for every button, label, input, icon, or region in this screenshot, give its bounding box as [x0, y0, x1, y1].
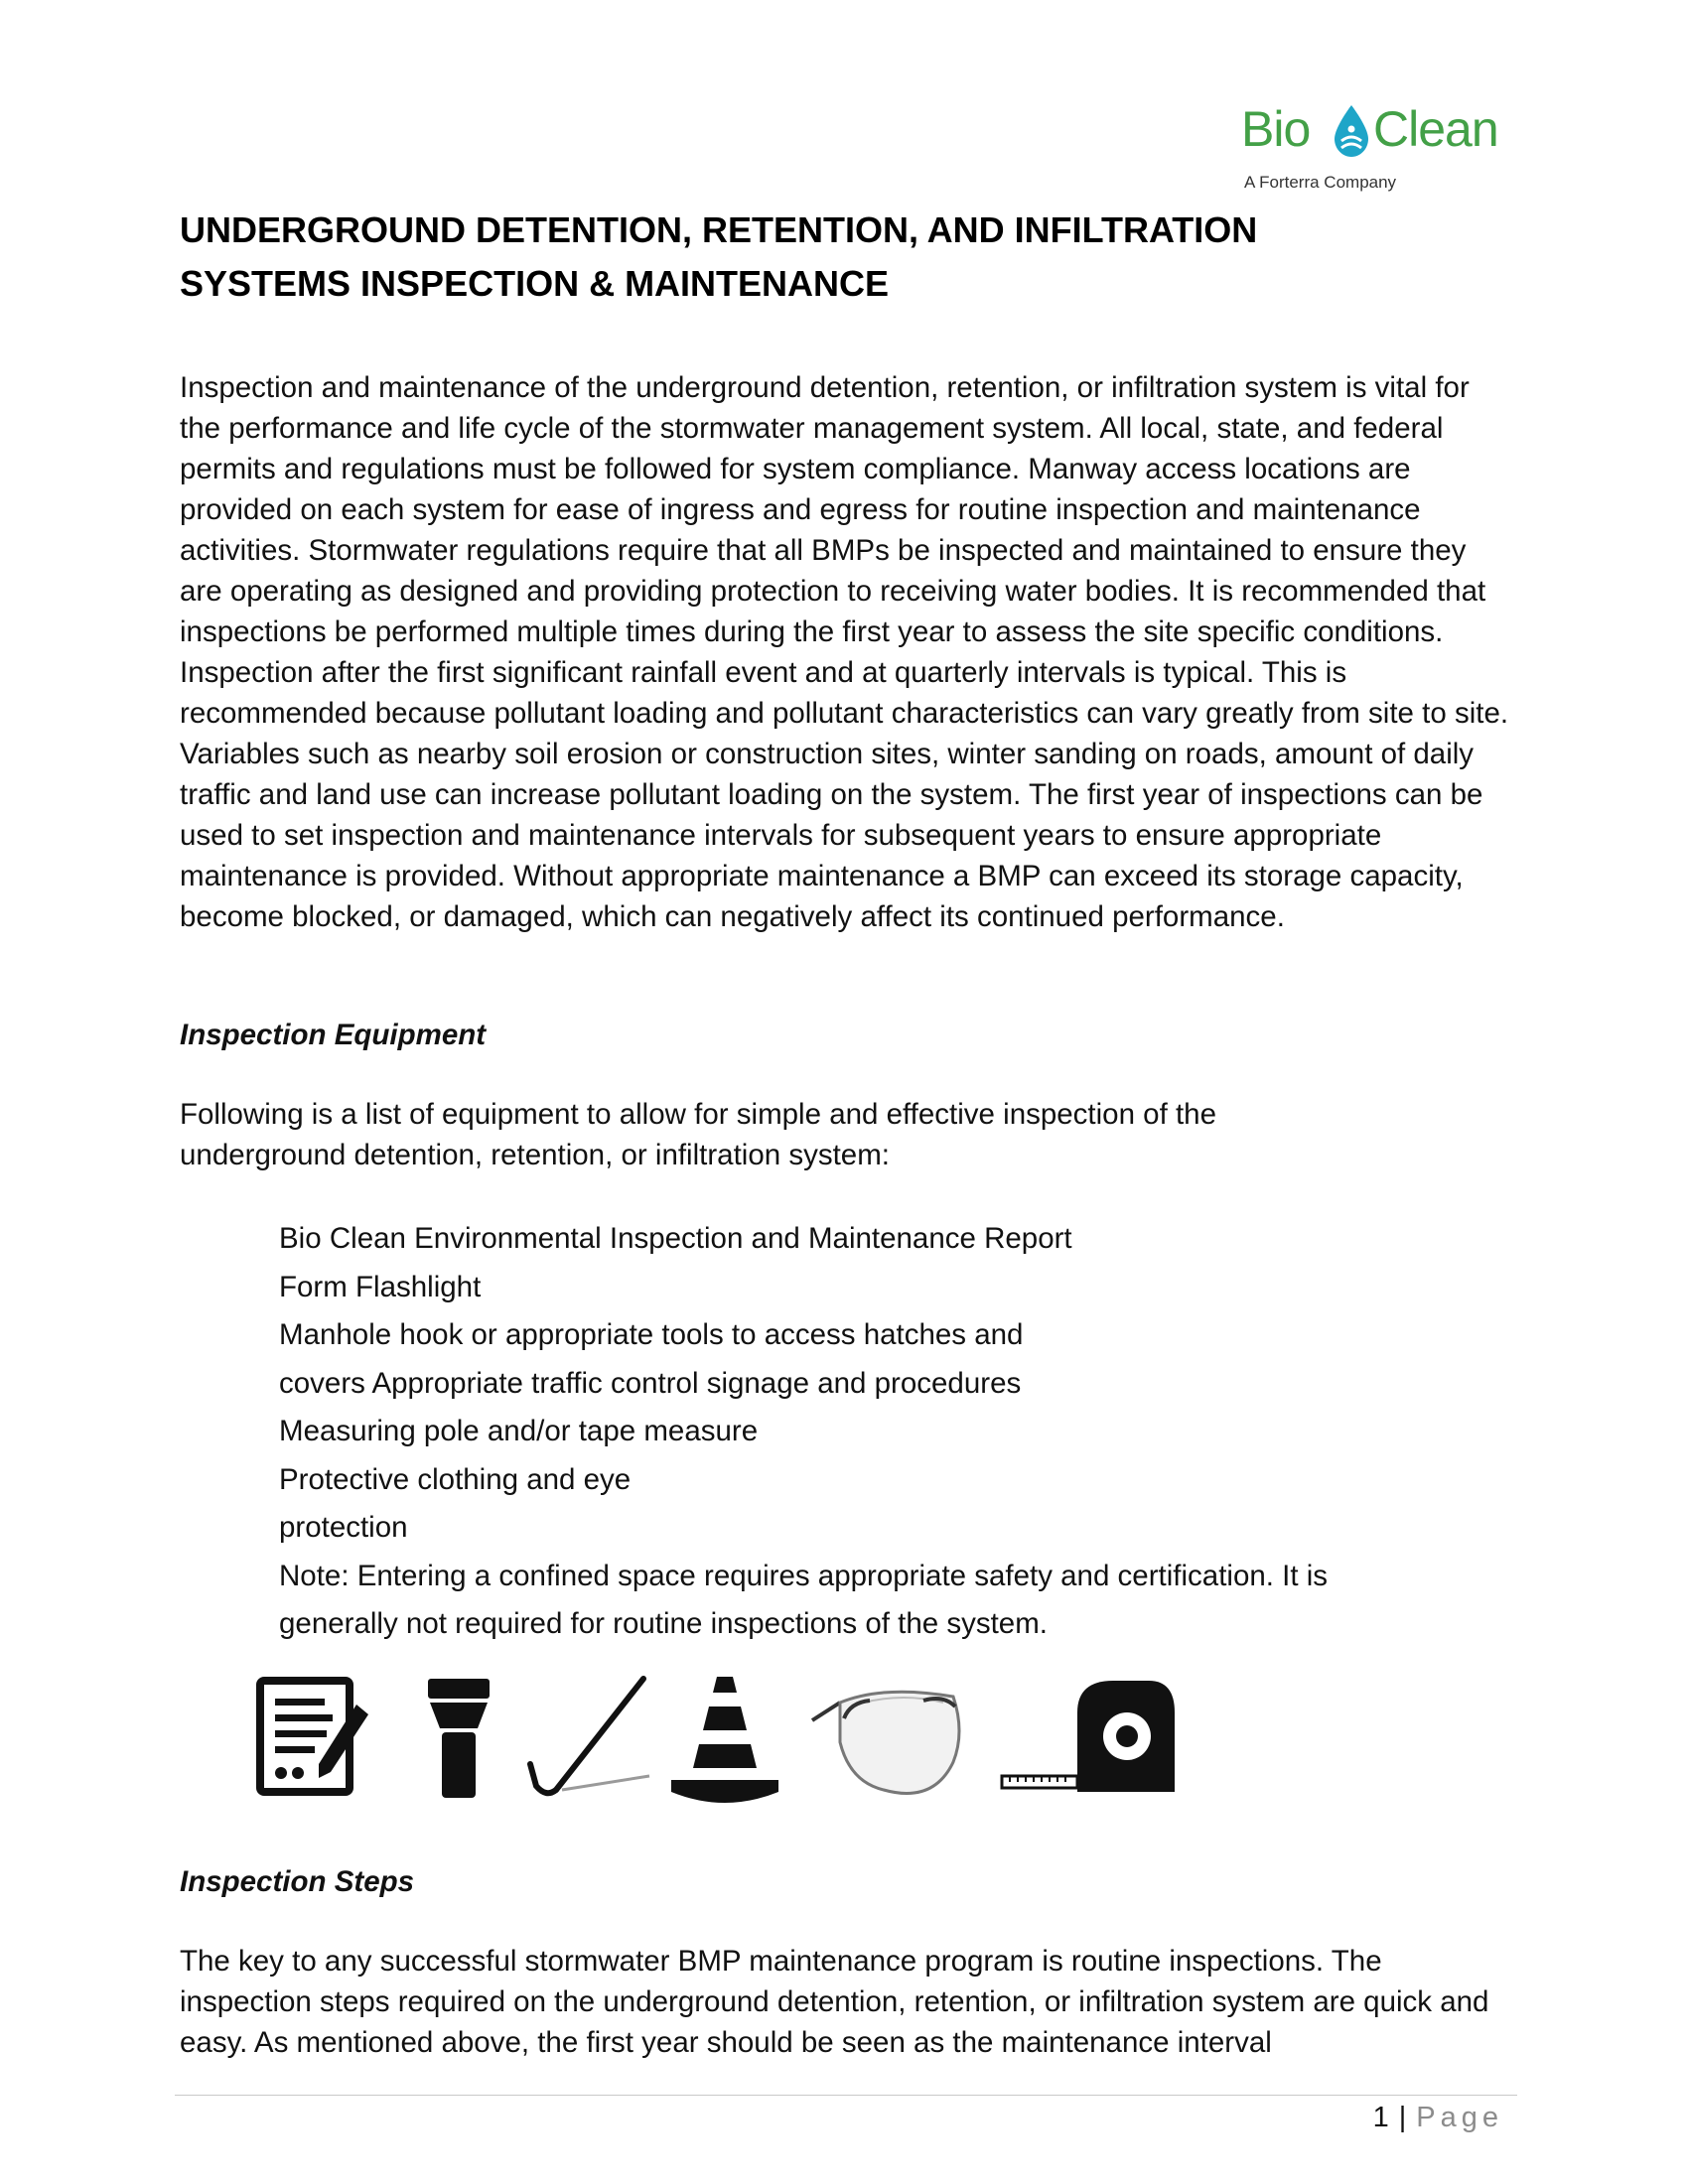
title-line-1: UNDERGROUND DETENTION, RETENTION, AND INFILTRATION [180, 209, 1258, 250]
logo-tagline: A Forterra Company [1244, 173, 1397, 192]
manhole-hook-icon [526, 1673, 655, 1802]
list-item: generally not required for routine inspections of the system. [279, 1607, 1048, 1640]
equipment-intro: Following is a list of equipment to allow for simple and effective inspection of the underground detention, retention, or infiltration system: [180, 1098, 1216, 1171]
page-label: Page [1416, 2102, 1503, 2133]
steps-paragraph: The key to any successful stormwater BMP maintenance program is routine inspections. The inspection steps required on the underground detention, retention, or infiltration system are quick and easy. As mentioned above, the first year should be seen as the maintenance interval [180, 1945, 1489, 2059]
logo-clean-text: Clean [1373, 101, 1498, 157]
page-footer [1373, 2098, 1503, 2137]
title-line-2: SYSTEMS INSPECTION & MAINTENANCE [180, 263, 890, 304]
page-number: 1 [1372, 2102, 1389, 2133]
safety-glasses-icon [804, 1673, 968, 1812]
steps-heading: Inspection Steps [180, 1865, 415, 1898]
equipment-heading: Inspection Equipment [180, 1019, 487, 1051]
intro-paragraph: Inspection and maintenance of the underground detention, retention, or infiltration system is vital for the performance and life cycle of the stormwater management system. All local, state, and federal permits and regulations must be followed for system compliance. Manway access locations are provided on each system for ease of ingress and egress for routine inspection and maintenance activities. Stormwater regulations require that all BMPs be inspected and maintained to ensure they are operating as designed and providing protection to receiving water bodies. It is recommended that inspections be performed multiple times during the first year to assess the site specific conditions. Inspection after the first significant rainfall event and at quarterly intervals is typical. This is recommended because pollutant loading and pollutant characteristics can vary greatly from site to site. Variables such as nearby soil erosion or construction sites, winter sanding on roads, amount of daily traffic and land use can increase pollutant loading on the system. The first year of inspections can be used to set inspection and maintenance intervals for subsequent years to ensure appropriate maintenance is provided. Without appropriate maintenance a BMP can exceed its storage capacity, become blocked, or damaged, which can negatively affect its continued performance. [180, 371, 1509, 933]
water-drop-icon [1329, 103, 1374, 159]
equipment-icons [253, 1673, 1196, 1832]
list-item: Note: Entering a confined space requires appropriate safety and certification. It is [279, 1559, 1329, 1592]
traffic-cone-icon [665, 1673, 784, 1812]
list-item: Protective clothing and eye [279, 1462, 632, 1496]
report-form-icon [253, 1673, 377, 1802]
flashlight-icon [424, 1673, 493, 1802]
list-item: Form Flashlight [279, 1270, 482, 1303]
logo-bio-text: Bio [1241, 101, 1311, 157]
equipment-list [279, 1215, 1421, 1649]
list-item: covers Appropriate traffic control signage and procedures [279, 1366, 1022, 1400]
list-item: Measuring pole and/or tape measure [279, 1415, 759, 1447]
list-item: Manhole hook or appropriate tools to access hatches and [279, 1318, 1024, 1351]
footer-divider [175, 2095, 1517, 2096]
footer-separator: | [1398, 2102, 1407, 2133]
list-item: Bio Clean Environmental Inspection and Maintenance Report [279, 1222, 1072, 1255]
document-title [180, 204, 1371, 311]
list-item: protection [279, 1511, 408, 1544]
company-logo [1241, 99, 1509, 199]
tape-measure-icon [998, 1673, 1182, 1812]
